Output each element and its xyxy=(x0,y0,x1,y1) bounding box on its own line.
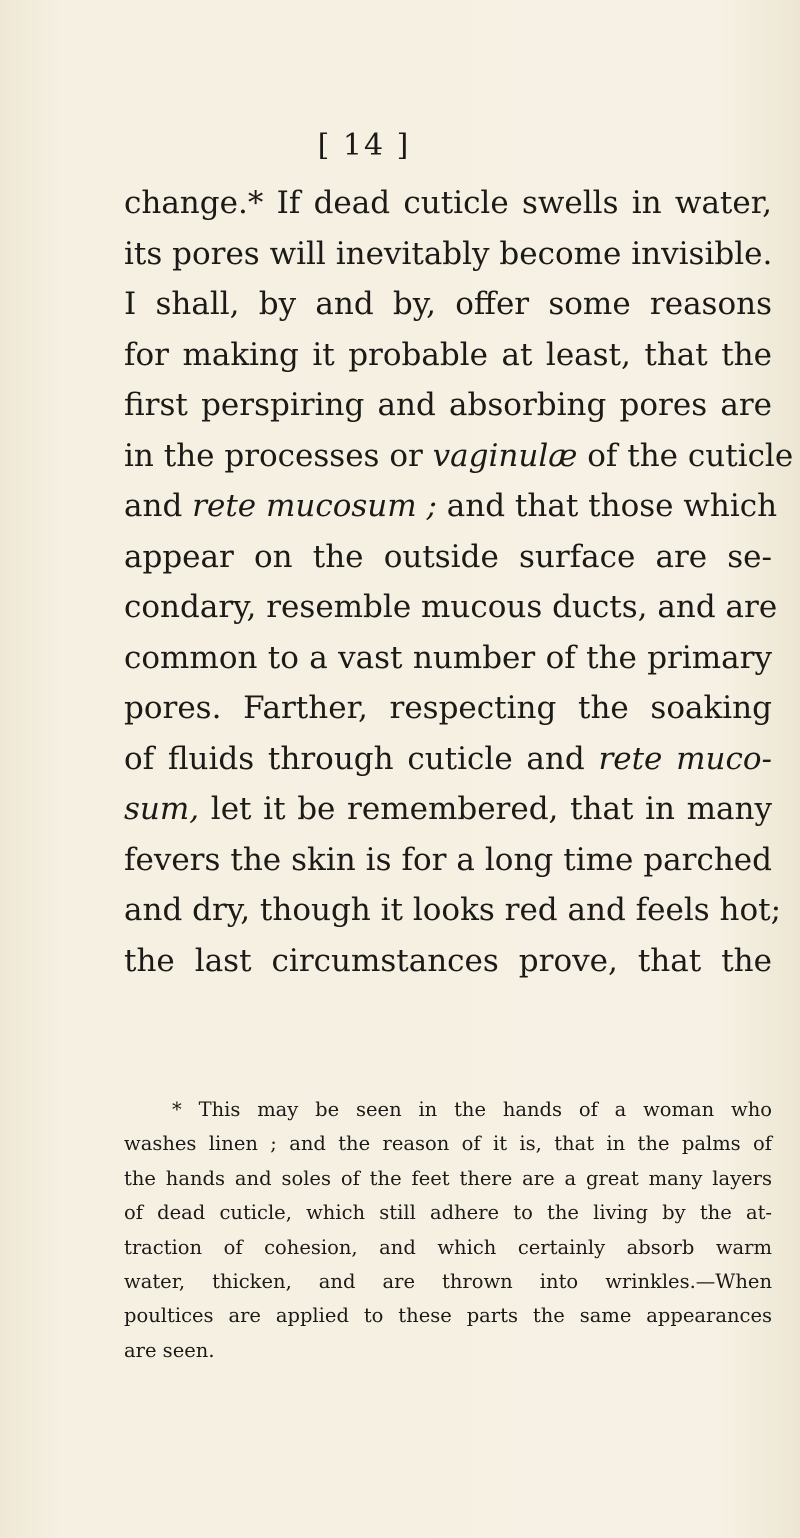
footnote-line: traction of cohesion, and which certainly absorb warm xyxy=(124,1235,772,1259)
footnote-line: poultices are applied to these parts the same appearances xyxy=(124,1304,772,1328)
text-line: and dry, though it looks red and feels hot; xyxy=(124,892,782,928)
text-line: appear on the outside surface are se- xyxy=(124,538,772,575)
main-text xyxy=(124,178,794,986)
footnote-line: the hands and soles of the feet there are a great many layers xyxy=(124,1166,772,1190)
text-line: I shall, by and by, offer some reasons xyxy=(124,286,772,322)
footnote-line: of dead cuticle, which still adhere to the living by the at- xyxy=(124,1201,772,1225)
footnote-line: water, thicken, and are thrown into wrinkles.—When xyxy=(124,1270,772,1294)
italic-term: sum, xyxy=(124,791,200,827)
page-number: [ 14 ] xyxy=(317,128,411,163)
text-line: change.* If dead cuticle swells in water, xyxy=(124,185,772,221)
text-line: fevers the skin is for a long time parched xyxy=(124,841,772,878)
text-line: its pores will inevitably become invisible. xyxy=(124,235,773,272)
text-line: pores. Farther, respecting the soaking xyxy=(124,690,772,726)
text-line: the last circumstances prove, that the xyxy=(124,942,772,979)
text-line: in the processes or vaginulæ of the cuticle xyxy=(124,437,794,474)
footnote xyxy=(124,1093,772,1368)
text-line: sum, let it be remembered, that in many xyxy=(124,791,772,827)
text-line: first perspiring and absorbing pores are xyxy=(124,387,772,423)
text-line: for making it probable at least, that the xyxy=(124,336,772,373)
text-line: of fluids through cuticle and rete muco- xyxy=(124,740,773,777)
italic-term: rete mucosum ; xyxy=(192,488,437,524)
footnote-line: are seen. xyxy=(124,1338,215,1362)
italic-term: vaginulæ xyxy=(432,437,578,474)
text-line: condary, resemble mucous ducts, and are xyxy=(124,589,778,625)
italic-term: rete muco- xyxy=(598,740,773,777)
footnote-line: washes linen ; and the reason of it is, that in the palms of xyxy=(124,1132,772,1156)
footnote-line: * This may be seen in the hands of a woman who xyxy=(172,1098,772,1121)
text-line: common to a vast number of the primary xyxy=(124,639,772,676)
text-line: and rete mucosum ; and that those which xyxy=(124,488,778,524)
